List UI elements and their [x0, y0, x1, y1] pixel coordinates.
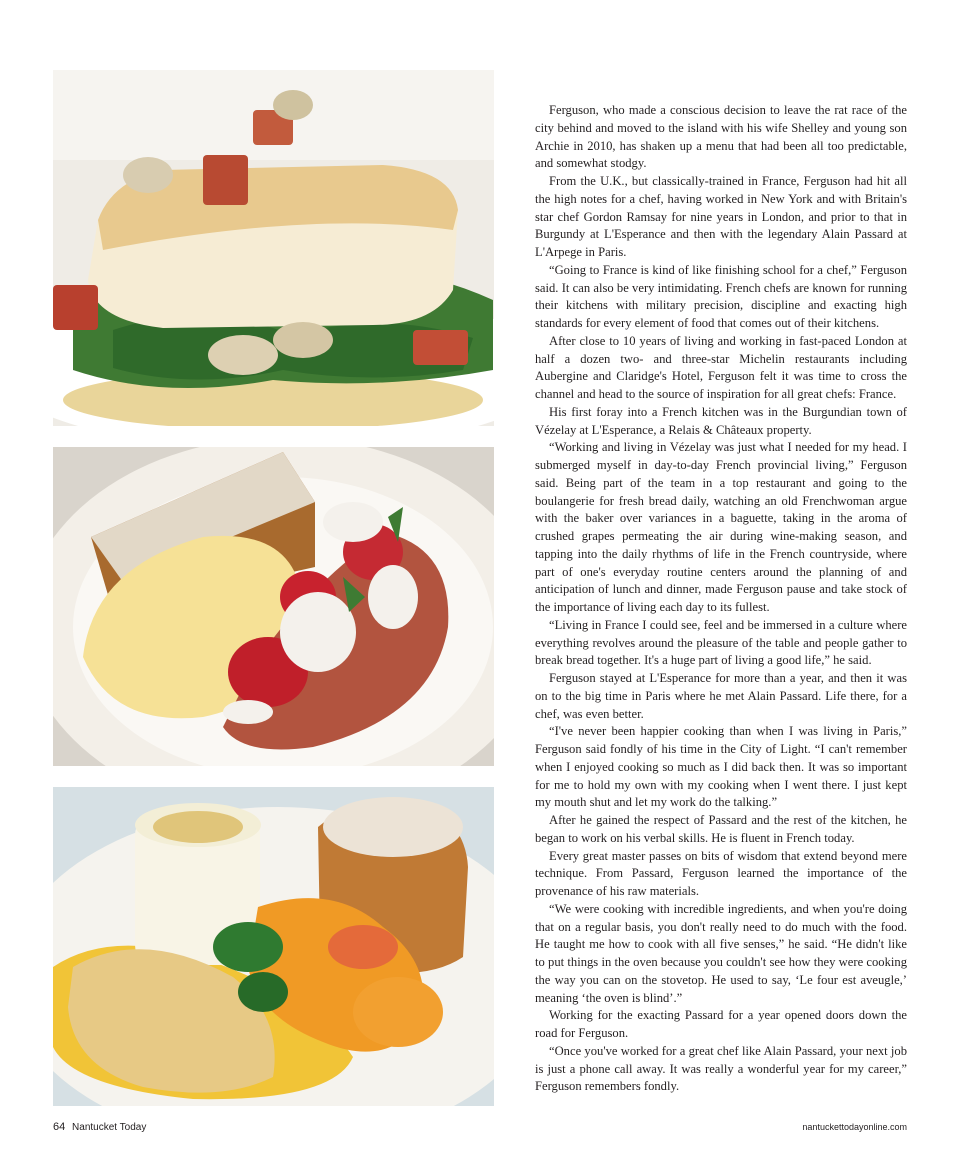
photo-fish-dish: [53, 70, 494, 426]
article-paragraph: “Going to France is kind of like finishing school for a chef,” Ferguson said. It can also be very intimidating. French chefs are known for running their kitchens with military precision, discipline and exacting high standards for every element of food that comes out of their kitchens.: [535, 262, 907, 330]
article-paragraph: “Living in France I could see, feel and be immersed in a culture where everything revolves around the pleasure of the table and people gather to break bread together. It's a huge part of living a good life,” he said.: [535, 617, 907, 668]
article-paragraph: “Working and living in Vézelay was just what I needed for my head. I submerged myself in day-to-day French provincial living,” Ferguson said. Being part of the team in a top restaurant and going to the boulangerie for fresh bread daily, watching an old Frenchwoman argue with the baker over variances in a baguette, taking in the aroma of crushed grapes permeating the air during wine-making season, and tapping into the daily rhythms of life in the French countryside, where part of one's everyday routine centers around the planning of and anticipation of lunch and dinner, made Ferguson pause and take stock of the importance of living each day to its fullest.: [535, 440, 907, 614]
article-paragraph: Ferguson stayed at L'Esperance for more than a year, and then it was on to the big time in Paris where he met Alain Passard. Life there, for a chef, was even better.: [535, 671, 907, 721]
article-paragraph: “We were cooking with incredible ingredients, and when you're doing that on a regular basis, you don't really need to do much with the food. He taught me how to cook with all five senses,” he said. “He didn't like to put things in the oven because you couldn't see how they were cooking the way you can on the stovetop. He used to say, ‘Le four est aveugle,’ meaning ‘the oven is blind’.”: [535, 901, 907, 1005]
article-paragraph: “I've never been happier cooking than when I was living in Paris,” Ferguson said fondly of his time in the City of Light. “I can't remember when I enjoyed cooking so much as I did back then. It was so important for me to hold my own with my cooking when I went there. I just kept my mouth shut and let my work do the talking.”: [535, 724, 907, 810]
photo-citrus-dessert: [53, 787, 494, 1106]
article-paragraph: After he gained the respect of Passard and the rest of the kitchen, he began to work on his verbal skills. He is fluent in French today.: [535, 813, 907, 845]
website-url: nantuckettodayonline.com: [802, 1122, 907, 1132]
article-paragraph: From the U.K., but classically-trained in France, Ferguson had hit all the high notes for a chef, having worked in New York and with Britain's star chef Gordon Ramsay for nine years in London, and prior to that in Burgundy at L'Esperance and then with the legendary Alain Passard at L'Arpege in Paris.: [535, 174, 907, 259]
page-footer-left: [53, 1121, 146, 1133]
article-paragraph: After close to 10 years of living and working in fast-paced London at half a dozen two- and three-star Michelin restaurants including Aubergine and Claridge's Hotel, Ferguson felt it was time to cross the channel and head to the source of inspiration for all great chefs: France.: [535, 333, 907, 401]
article-paragraph: Ferguson, who made a conscious decision to leave the rat race of the city behind and moved to the island with his wife Shelley and young son Archie in 2010, has shaken up a menu that had been all too predictable, and somewhat stodgy.: [535, 103, 907, 171]
article-paragraph: Working for the exacting Passard for a year opened doors down the road for Ferguson.: [535, 1008, 907, 1040]
page-number: 64: [53, 1121, 66, 1133]
article-paragraph: Every great master passes on bits of wisdom that extend beyond mere technique. From Passard, Ferguson learned the importance of the provenance of his raw materials.: [535, 848, 907, 898]
article-body: [535, 102, 907, 1096]
photo-cake-dessert: [53, 447, 494, 766]
article-paragraph: “Once you've worked for a great chef like Alain Passard, your next job is just a phone call away. It was really a wonderful year for my career,” Ferguson remembers fondly.: [535, 1043, 907, 1094]
article-paragraph: His first foray into a French kitchen was in the Burgundian town of Vézelay at L'Esperance, a Relais & Châteaux property.: [535, 404, 907, 437]
publication-name: Nantucket Today: [72, 1122, 147, 1133]
